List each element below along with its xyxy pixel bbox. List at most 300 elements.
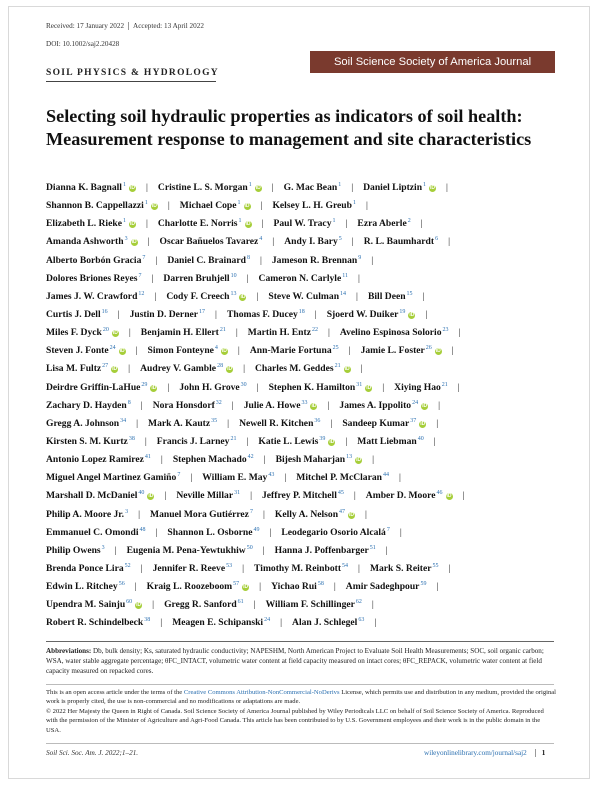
affiliation-number[interactable]: 44	[382, 472, 389, 479]
author[interactable]	[327, 309, 416, 320]
author[interactable]	[46, 527, 146, 538]
author-name: Francis J. Larney	[156, 435, 230, 447]
author[interactable]	[266, 599, 362, 610]
orcid-icon[interactable]: iD	[240, 293, 246, 300]
author-name: Amanda Ashworth	[46, 236, 124, 248]
separator: |	[134, 581, 137, 593]
affiliation-number[interactable]: 7	[142, 254, 146, 261]
author[interactable]	[273, 218, 335, 229]
separator: |	[436, 581, 439, 593]
orcid-icon[interactable]: iD	[221, 348, 227, 355]
author[interactable]	[292, 617, 364, 628]
author[interactable]	[357, 218, 410, 229]
affiliation-number[interactable]: 38	[128, 435, 135, 442]
author[interactable]	[254, 563, 348, 574]
affiliation-number[interactable]: 48	[139, 526, 146, 533]
orcid-icon[interactable]: iD	[151, 384, 157, 391]
affiliation-number[interactable]: 59	[420, 581, 427, 588]
author[interactable]	[160, 236, 263, 247]
separator: |	[155, 254, 158, 266]
affiliation-number[interactable]: 51	[369, 544, 376, 551]
author[interactable]	[46, 599, 142, 610]
divider	[46, 743, 554, 744]
affiliation-number[interactable]: 24	[264, 617, 271, 624]
affiliation-number[interactable]: 21	[334, 363, 341, 370]
orcid-icon[interactable]: iD	[255, 185, 261, 191]
affiliation-number[interactable]: 19	[399, 308, 406, 315]
author[interactable]	[167, 527, 259, 538]
author[interactable]	[366, 490, 453, 501]
author[interactable]	[163, 273, 236, 284]
separator: |	[152, 599, 155, 611]
affiliation-number[interactable]: 54	[342, 562, 349, 569]
orcid-icon[interactable]: iD	[245, 221, 251, 228]
affiliation-number[interactable]: 1	[338, 182, 342, 188]
author-name: Shannon B. Cappellazzi	[46, 200, 144, 212]
orcid-icon[interactable]: iD	[151, 203, 157, 210]
separator: |	[351, 236, 354, 248]
author[interactable]	[46, 327, 119, 338]
separator: |	[262, 544, 265, 556]
author-name: Eugenia M. Pena-Yewtukhiw	[126, 544, 246, 556]
affiliation-number[interactable]: 1	[352, 200, 356, 207]
affiliation-number[interactable]: 58	[317, 581, 324, 588]
affiliation-number[interactable]: 57	[233, 581, 240, 588]
orcid-icon[interactable]: iD	[446, 493, 452, 500]
author-name: Justin D. Derner	[129, 308, 199, 320]
separator: |	[151, 272, 154, 284]
affiliation-number[interactable]: 1	[122, 218, 126, 225]
author[interactable]	[46, 472, 180, 483]
author-name: Leodegario Osorio Alcalá	[281, 526, 386, 538]
author[interactable]	[275, 509, 355, 520]
author[interactable]	[250, 345, 339, 356]
affiliation-number[interactable]: 50	[246, 544, 253, 551]
orcid-icon[interactable]: iD	[435, 348, 441, 355]
author[interactable]	[363, 182, 436, 193]
affiliation-number[interactable]: 2	[407, 218, 411, 225]
orcid-icon[interactable]: iD	[356, 457, 362, 464]
affiliation-number[interactable]: 29	[141, 381, 148, 388]
author-row	[46, 376, 558, 394]
author[interactable]	[368, 291, 413, 302]
affiliation-number[interactable]: 55	[432, 562, 439, 569]
author[interactable]	[364, 236, 438, 247]
affiliation-number[interactable]: 40	[138, 490, 145, 497]
author[interactable]	[357, 436, 423, 447]
orcid-icon[interactable]: iD	[422, 402, 428, 409]
affiliation-number[interactable]: 52	[124, 562, 131, 569]
author-name: R. L. Baumhardt	[363, 236, 435, 248]
affiliation-number[interactable]: 14	[340, 290, 347, 297]
separator: |	[345, 435, 348, 447]
author-name: Bijesh Maharjan	[275, 454, 346, 466]
affiliation-number[interactable]: 28	[217, 363, 224, 370]
author-name: Brenda Ponce Lira	[46, 562, 124, 574]
author-name: Emmanuel C. Omondi	[46, 526, 139, 538]
author-name: Bill Deen	[367, 290, 406, 302]
author[interactable]	[276, 454, 363, 465]
author-row	[46, 466, 558, 484]
author[interactable]	[148, 345, 228, 356]
author[interactable]	[158, 218, 252, 229]
author[interactable]	[394, 382, 448, 393]
affiliation-number[interactable]: 21	[219, 327, 226, 334]
author[interactable]	[46, 236, 138, 247]
separator: |	[145, 218, 148, 230]
separator: |	[246, 435, 249, 447]
author[interactable]	[46, 255, 145, 266]
author-name: Alberto Borbón Gracia	[46, 254, 142, 266]
affiliation-number[interactable]: 45	[337, 490, 344, 497]
author-row	[46, 230, 558, 248]
author[interactable]	[153, 563, 233, 574]
separator: |	[438, 399, 441, 411]
orcid-icon[interactable]: iD	[112, 330, 118, 337]
author-name: Dianna K. Bagnall	[46, 182, 122, 193]
author[interactable]	[158, 182, 262, 193]
orcid-icon[interactable]: iD	[131, 239, 137, 246]
affiliation-number[interactable]: 1	[238, 218, 242, 225]
affiliation-number[interactable]: 30	[240, 381, 247, 388]
orcid-icon[interactable]: iD	[329, 438, 335, 445]
affiliation-number[interactable]: 61	[237, 599, 244, 606]
received-date: Received: 17 January 2022	[46, 22, 125, 30]
affiliation-number[interactable]: 31	[356, 381, 363, 388]
author[interactable]	[202, 472, 274, 483]
author-row	[46, 321, 558, 339]
separator: |	[351, 182, 354, 193]
separator: |	[272, 236, 275, 248]
separator: |	[140, 562, 143, 574]
author[interactable]	[140, 363, 233, 374]
author[interactable]	[46, 490, 154, 501]
author-name: Antonio Lopez Ramirez	[46, 454, 144, 466]
separator: |	[448, 236, 451, 248]
author[interactable]	[46, 581, 125, 592]
affiliation-number[interactable]: 3	[124, 236, 128, 243]
author[interactable]	[259, 273, 348, 284]
author[interactable]	[153, 400, 222, 411]
author[interactable]	[176, 490, 240, 501]
orcid-icon[interactable]: iD	[227, 366, 233, 373]
affiliation-number[interactable]: 8	[127, 399, 131, 406]
author[interactable]	[227, 309, 305, 320]
separator: |	[436, 417, 439, 429]
affiliation-number[interactable]: 1	[237, 200, 241, 207]
author[interactable]	[46, 382, 157, 393]
separator: |	[348, 345, 351, 357]
author[interactable]	[46, 291, 144, 302]
author[interactable]	[46, 436, 135, 447]
author[interactable]	[268, 291, 346, 302]
author-row	[46, 430, 558, 448]
affiliation-number[interactable]: 11	[342, 272, 348, 279]
author[interactable]	[164, 599, 244, 610]
orcid-icon[interactable]: iD	[349, 511, 355, 518]
license-link[interactable]: Creative Commons Attribution-NonCommercial-NoDerivs	[183, 689, 340, 696]
author[interactable]	[272, 200, 356, 211]
author[interactable]	[141, 327, 226, 338]
author[interactable]	[272, 255, 361, 266]
author[interactable]	[167, 255, 250, 266]
separator: |	[327, 399, 330, 411]
author[interactable]	[248, 327, 318, 338]
separator: |	[284, 472, 287, 484]
author-name: William E. May	[202, 472, 268, 484]
affiliation-number[interactable]: 7	[177, 472, 181, 479]
orcid-icon[interactable]: iD	[366, 384, 372, 391]
separator: |	[190, 472, 193, 484]
affiliation-number[interactable]: 36	[314, 417, 321, 424]
separator: |	[330, 417, 333, 429]
author[interactable]	[258, 436, 335, 447]
affiliation-number[interactable]: 32	[215, 399, 222, 406]
affiliation-number[interactable]: 3	[101, 544, 105, 551]
article-title: Selecting soil hydraulic properties as indicators of soil health: Measurement response to management and site characteristics	[46, 106, 532, 149]
author[interactable]	[172, 617, 270, 628]
orcid-icon[interactable]: iD	[112, 366, 118, 373]
affiliation-number[interactable]: 8	[246, 254, 250, 261]
separator: |	[237, 345, 240, 357]
affiliation-number[interactable]: 9	[358, 254, 362, 261]
author[interactable]	[46, 545, 105, 556]
affiliation-number[interactable]: 24	[109, 345, 116, 352]
affiliation-number[interactable]: 37	[410, 417, 417, 424]
separator: |	[243, 363, 245, 375]
affiliation-number[interactable]: 16	[101, 308, 108, 315]
affiliation-number[interactable]: 23	[442, 327, 449, 334]
author[interactable]	[127, 545, 253, 556]
doi[interactable]: DOI: 10.1002/saj2.20428	[46, 40, 120, 48]
affiliation-number[interactable]: 60	[126, 599, 133, 606]
author[interactable]	[46, 309, 108, 320]
author-name: Sandeep Kumar	[342, 417, 410, 429]
author-name: Michael Cope	[179, 200, 237, 212]
separator: |	[365, 200, 368, 212]
affiliation-number[interactable]: 13	[230, 290, 237, 297]
affiliation-number[interactable]: 20	[102, 327, 109, 334]
affiliation-number[interactable]: 12	[138, 290, 145, 297]
section-heading: SOIL PHYSICS & HYDROLOGY	[46, 68, 219, 78]
author-name: Daniel Liptzin	[363, 182, 423, 193]
separator: |	[314, 308, 317, 320]
author-name: Steve W. Culman	[268, 290, 340, 302]
author-name: Hanna J. Poffenbarger	[274, 544, 369, 556]
author[interactable]	[46, 563, 131, 574]
author-row	[46, 194, 558, 212]
journal-url[interactable]: wileyonlinelibrary.com/journal/saj2	[424, 749, 527, 757]
affiliation-number[interactable]: 10	[230, 272, 237, 279]
author[interactable]	[339, 400, 428, 411]
author-name: Kirsten S. M. Kurtz	[46, 435, 128, 447]
affiliation-number[interactable]: 40	[417, 435, 424, 442]
affiliation-number[interactable]: 18	[298, 308, 305, 315]
author[interactable]	[46, 400, 131, 411]
separator: |	[242, 562, 245, 574]
author-name: Jennifer R. Reeve	[152, 562, 226, 574]
author[interactable]	[46, 454, 151, 465]
affiliation-number[interactable]: 1	[144, 200, 148, 207]
author[interactable]	[342, 418, 426, 429]
author[interactable]	[275, 545, 376, 556]
affiliation-number[interactable]: 38	[144, 617, 151, 624]
affiliation-number[interactable]: 34	[120, 417, 127, 424]
affiliation-number[interactable]: 13	[346, 454, 353, 461]
affiliation-number[interactable]: 33	[301, 399, 308, 406]
separator: |	[261, 218, 264, 230]
author[interactable]	[180, 200, 251, 211]
author-name: Timothy M. Reinbott	[254, 562, 342, 574]
orcid-icon[interactable]: iD	[243, 584, 249, 591]
separator: |	[458, 327, 461, 339]
affiliation-number[interactable]: 17	[199, 308, 206, 315]
author[interactable]	[46, 617, 150, 628]
affiliation-number[interactable]: 49	[253, 526, 260, 533]
author-name: Cristine L. S. Morgan	[157, 182, 248, 193]
author-row	[46, 285, 558, 303]
author-name: Mark S. Reiter	[369, 562, 432, 574]
affiliation-number[interactable]: 7	[386, 526, 390, 533]
orcid-icon[interactable]: iD	[129, 185, 135, 191]
author[interactable]	[239, 418, 320, 429]
author[interactable]	[157, 436, 237, 447]
orcid-icon[interactable]: iD	[148, 493, 154, 500]
affiliation-number[interactable]: 21	[230, 435, 237, 442]
affiliation-number[interactable]: 26	[425, 345, 432, 352]
author[interactable]	[284, 182, 342, 193]
orcid-icon[interactable]: iD	[244, 203, 250, 210]
author-name: Meagen E. Schipanski	[172, 617, 264, 629]
author[interactable]	[271, 581, 324, 592]
separator: |	[256, 290, 259, 302]
separator: |	[262, 508, 265, 520]
author[interactable]	[346, 581, 427, 592]
author[interactable]	[370, 563, 439, 574]
orcid-icon[interactable]: iD	[344, 366, 350, 373]
separator: |	[154, 290, 157, 302]
affiliation-number[interactable]: 46	[436, 490, 443, 497]
affiliation-number[interactable]: 21	[441, 381, 448, 388]
author[interactable]	[296, 472, 389, 483]
author[interactable]	[46, 182, 136, 193]
orcid-icon[interactable]: iD	[311, 402, 317, 409]
affiliation-number[interactable]: 53	[226, 562, 233, 569]
author-name: Shannon L. Osborne	[167, 526, 253, 538]
affiliation-number[interactable]: 4	[214, 345, 218, 352]
author[interactable]	[244, 400, 318, 411]
separator: |	[160, 454, 163, 466]
orcid-icon[interactable]: iD	[409, 311, 415, 318]
affiliation-number[interactable]: 39	[319, 435, 326, 442]
author[interactable]	[173, 454, 254, 465]
author-name: Kelly A. Nelson	[274, 508, 339, 520]
affiliation-number[interactable]: 42	[247, 454, 254, 461]
affiliation-number[interactable]: 1	[423, 182, 427, 188]
author[interactable]	[147, 581, 250, 592]
affiliation-number[interactable]: 31	[234, 490, 241, 497]
affiliation-number[interactable]: 6	[435, 236, 439, 243]
affiliation-number[interactable]: 25	[332, 345, 339, 352]
author[interactable]	[46, 363, 118, 374]
affiliation-number[interactable]: 24	[412, 399, 419, 406]
author-row	[46, 593, 558, 611]
affiliation-number[interactable]: 1	[332, 218, 336, 225]
affiliation-number[interactable]: 5	[338, 236, 342, 243]
affiliation-number[interactable]: 35	[211, 417, 218, 424]
separator: |	[398, 472, 401, 484]
author[interactable]	[281, 527, 389, 538]
author[interactable]	[361, 345, 442, 356]
orcid-icon[interactable]: iD	[420, 420, 426, 427]
author-name: Ezra Aberle	[357, 218, 407, 230]
orcid-icon[interactable]: iD	[119, 348, 125, 355]
author-name: Gregg A. Johnson	[46, 417, 120, 429]
author-name: Deirdre Griffin-LaHue	[46, 381, 141, 393]
orcid-icon[interactable]: iD	[136, 602, 142, 609]
orcid-icon[interactable]: iD	[430, 185, 436, 191]
separator: |	[462, 490, 465, 502]
author[interactable]	[130, 309, 205, 320]
author[interactable]	[255, 363, 351, 374]
author[interactable]	[46, 218, 136, 229]
author[interactable]	[148, 418, 217, 429]
author-row	[46, 249, 558, 267]
author[interactable]	[150, 509, 253, 520]
author[interactable]	[340, 327, 449, 338]
affiliation-number[interactable]: 22	[311, 327, 318, 334]
author[interactable]	[46, 418, 126, 429]
author[interactable]	[166, 291, 246, 302]
affiliation-number[interactable]: 7	[249, 508, 253, 515]
affiliation-number[interactable]: 3	[125, 508, 129, 515]
separator: |	[260, 200, 263, 212]
author-name: Benjamin H. Ellert	[140, 327, 219, 339]
affiliation-number[interactable]: 27	[102, 363, 109, 370]
author[interactable]	[269, 382, 373, 393]
affiliation-number[interactable]: 56	[118, 581, 125, 588]
author-name: Martin H. Entz	[247, 327, 311, 339]
affiliation-number[interactable]: 43	[268, 472, 275, 479]
author[interactable]	[46, 200, 158, 211]
affiliation-number[interactable]: 7	[138, 272, 142, 279]
author[interactable]	[179, 382, 246, 393]
orcid-icon[interactable]: iD	[129, 221, 135, 228]
separator: |	[425, 308, 428, 320]
affiliation-number[interactable]: 41	[144, 454, 151, 461]
separator: |	[448, 562, 451, 574]
abbreviations	[46, 646, 556, 676]
affiliation-number[interactable]: 4	[259, 236, 263, 243]
section-underline	[46, 81, 216, 82]
affiliation-number[interactable]: 1	[122, 182, 126, 188]
author-name: Miles F. Dyck	[46, 327, 102, 339]
author[interactable]	[46, 509, 128, 520]
affiliation-number[interactable]: 62	[355, 599, 362, 606]
author[interactable]	[262, 490, 344, 501]
separator: |	[357, 272, 360, 284]
author[interactable]	[46, 345, 126, 356]
author-name: Thomas F. Ducey	[226, 308, 298, 320]
affiliation-number[interactable]: 15	[406, 290, 413, 297]
affiliation-number[interactable]: 1	[248, 182, 252, 188]
affiliation-number[interactable]: 63	[358, 617, 365, 624]
separator: |	[374, 617, 377, 629]
author-row	[46, 267, 558, 285]
affiliation-number[interactable]: 47	[339, 508, 346, 515]
author[interactable]	[284, 236, 342, 247]
author[interactable]	[46, 273, 141, 284]
